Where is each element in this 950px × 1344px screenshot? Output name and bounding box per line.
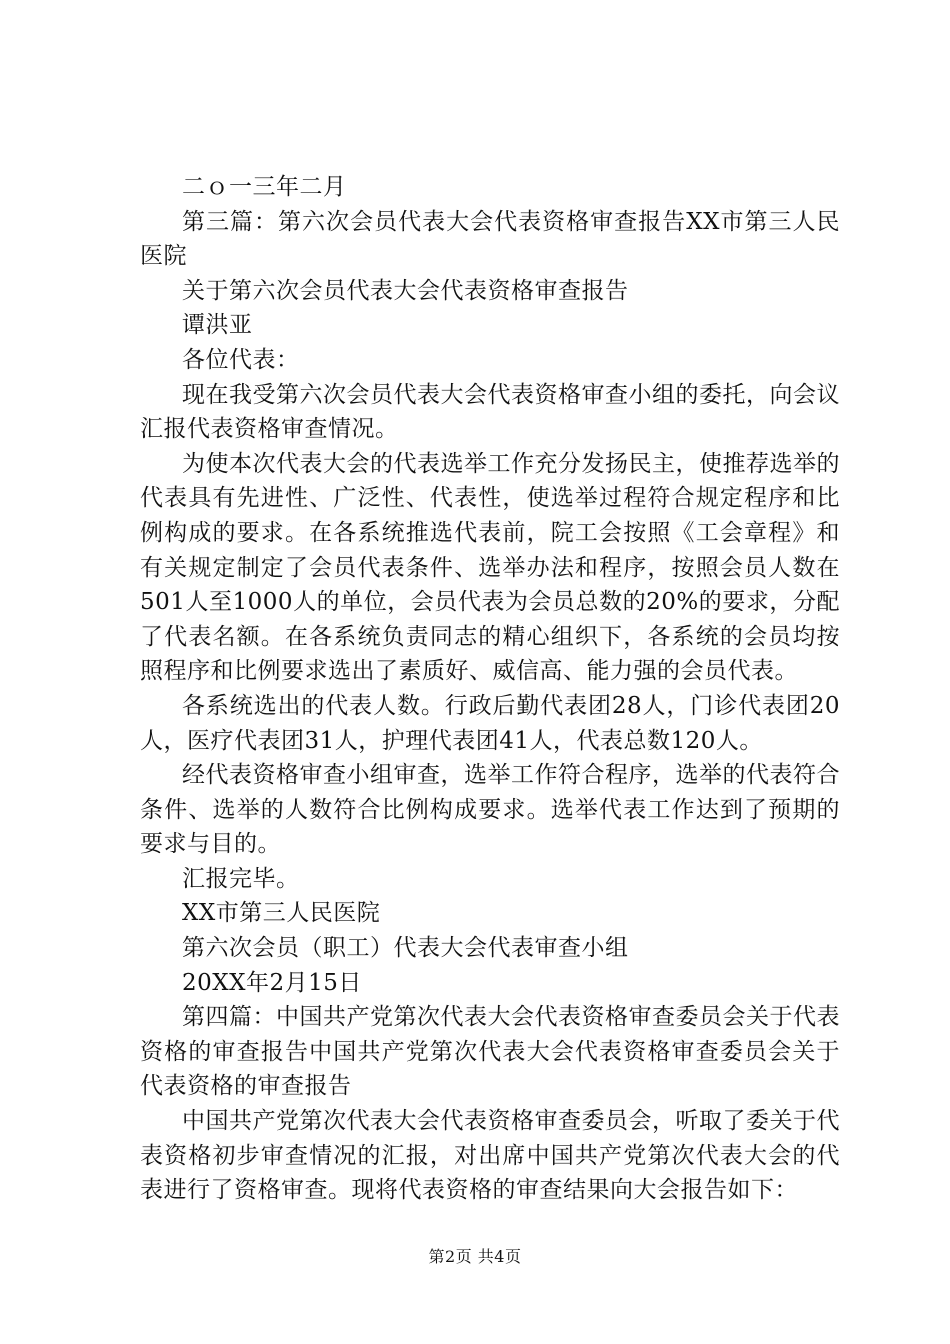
paragraph-election-process: 为使本次代表大会的代表选举工作充分发扬民主，使推荐选举的代表具有先进性、广泛性、代表性，使选举过程符合规定程序和比例构成的要求。在各系统推选代表前，院工会按照《工会章程》和有关规定制定了会员代表条件、选举办法和程序，按照会员人数在501人至1000人的单位，会员代表为会员总数的20%的要求，分配了代表名额。在各系统负责同志的精心组织下，各系统的会员均按照程序和比例要求选出了素质好、威信高、能力强的会员代表。: [140, 450, 840, 685]
signature-group: 第六次会员（职工）代表大会代表审查小组: [182, 935, 629, 962]
paragraph-review-result: 经代表资格审查小组审查，选举工作符合程序，选举的代表符合条件、选举的人数符合比例构成要求。选举代表工作达到了预期的要求与目的。: [140, 762, 840, 858]
document-body: [140, 170, 840, 1208]
salutation: 各位代表：: [182, 346, 300, 373]
section-title-4: 第四篇：中国共产党第次代表大会代表资格审查委员会关于代表资格的审查报告中国共产党第次代表大会代表资格审查委员会关于代表资格的审查报告: [140, 1004, 840, 1100]
closing-line: 汇报完毕。: [182, 865, 300, 892]
page-number-footer: 第2页 共4页: [428, 1247, 522, 1266]
report-title: 关于第六次会员代表大会代表资格审查报告: [182, 277, 629, 304]
signature-date: 20XX年2月15日: [182, 969, 362, 996]
author-line: 谭洪亚: [182, 312, 253, 339]
paragraph-intro: 现在我受第六次会员代表大会代表资格审查小组的委托，向会议汇报代表资格审查情况。: [140, 381, 840, 443]
section-title-3: 第三篇：第六次会员代表大会代表资格审查报告XX市第三人民医院: [140, 208, 840, 270]
paragraph-delegate-counts: 各系统选出的代表人数。行政后勤代表团28人，门诊代表团20人，医疗代表团31人，护理代表团41人，代表总数120人。: [140, 692, 840, 754]
date-line: 二ｏ一三年二月: [182, 174, 347, 200]
signature-organization: XX市第三人民医院: [182, 900, 381, 927]
paragraph-committee-report: 中国共产党第次代表大会代表资格审查委员会，听取了委关于代表资格初步审查情况的汇报，对出席中国共产党第次代表大会的代表进行了资格审查。现将代表资格的审查结果向大会报告如下：: [140, 1108, 840, 1204]
